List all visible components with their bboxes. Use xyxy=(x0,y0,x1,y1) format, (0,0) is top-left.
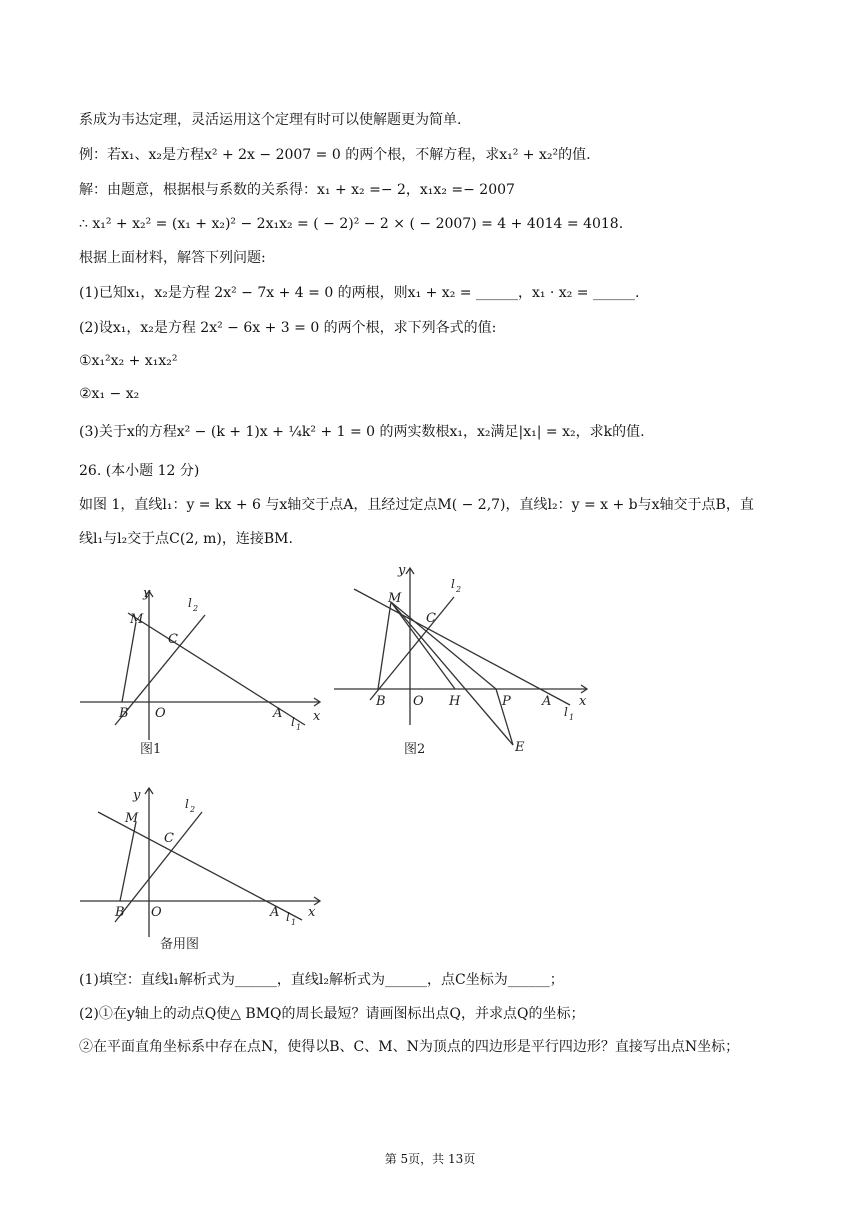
fig2-line-l1-sub: 1 xyxy=(569,713,575,722)
text-line-10: (3)关于x的方程x² − (k + 1)x + ¼k² + 1 = 0 的两实数根x₁，x₂满足|x₁| = x₂，求k的值. xyxy=(79,424,645,440)
text-line-16: ②在平面直角坐标系中存在点N，使得以B、C、M、N为顶点的四边形是平行四边形？直接写出点N坐标； xyxy=(79,1039,740,1055)
fig3-line-l2-sub: 2 xyxy=(190,805,196,814)
text-line-8: ①x₁²x₂ + x₁x₂² xyxy=(79,353,178,369)
fig1-line-l2: l xyxy=(188,596,192,610)
fig2-point-h: H xyxy=(449,694,461,709)
fig2-point-a: A xyxy=(542,694,552,709)
fig1-point-o: O xyxy=(155,706,166,721)
text-line-2: 例：若x₁、x₂是方程x² + 2x − 2007 = 0 的两个根，不解方程，求x₁² + x₂²的值. xyxy=(79,147,591,163)
text-line-9: ②x₁ − x₂ xyxy=(79,386,140,402)
text-line-6: (1)已知x₁，x₂是方程 2x² − 7x + 4 = 0 的两根，则x₁ + x₂ = ______，x₁ · x₂ = ______. xyxy=(79,285,640,301)
fig3-y-label: y xyxy=(133,788,141,803)
fig1-x-label: x xyxy=(313,709,321,724)
text-line-1: 系成为韦达定理，灵活运用这个定理有时可以使解题更为简单. xyxy=(79,112,462,128)
text-line-15: (2)①在y轴上的动点Q使△ BMQ的周长最短？请画图标出点Q，并求点Q的坐标； xyxy=(79,1006,585,1022)
fig3-line-l1: l xyxy=(286,910,290,924)
fig3-point-c: C xyxy=(164,831,174,846)
fig1-y-label: y xyxy=(143,586,151,601)
fig2-x-label: x xyxy=(579,694,587,709)
fig1-line-l1: l xyxy=(291,715,295,729)
figure-1 xyxy=(80,585,330,760)
text-line-4: ∴ x₁² + x₂² = (x₁ + x₂)² − 2x₁x₂ = ( − 2)² − 2 × ( − 2007) = 4 + 4014 = 4018. xyxy=(79,216,624,232)
fig1-point-m: M xyxy=(130,612,144,627)
fig1-point-b: B xyxy=(119,706,129,721)
fig2-line-l2-sub: 2 xyxy=(456,585,462,594)
fig2-point-c: C xyxy=(426,611,436,626)
fig2-line-l1: l xyxy=(564,705,568,719)
fig1-line-l1-sub: 1 xyxy=(296,723,302,732)
fig1-caption: 图1 xyxy=(140,742,162,757)
figure-backup xyxy=(80,782,330,957)
fig3-line-l2: l xyxy=(185,797,189,811)
fig1-point-c: C xyxy=(168,632,178,647)
figure-2 xyxy=(332,560,597,760)
page-footer: 第 5页，共 13页 xyxy=(384,1152,476,1166)
text-line-5: 根据上面材料，解答下列问题: xyxy=(79,250,266,266)
fig1-point-a: A xyxy=(273,706,283,721)
fig3-line-l1-sub: 1 xyxy=(291,918,297,927)
fig3-x-label: x xyxy=(308,905,316,920)
fig2-point-p: P xyxy=(502,694,511,709)
text-line-12: 如图 1，直线l₁：y = kx + 6 与x轴交于点A，且经过定点M( − 2,7)，直线l₂：y = x + b与x轴交于点B，直 xyxy=(79,497,754,513)
fig2-caption: 图2 xyxy=(404,742,426,757)
text-line-7: (2)设x₁，x₂是方程 2x² − 6x + 3 = 0 的两个根，求下列各式的值: xyxy=(79,320,497,336)
fig2-point-m: M xyxy=(388,591,402,606)
text-line-3: 解：由题意，根据根与系数的关系得：x₁ + x₂ =− 2，x₁x₂ =− 2007 xyxy=(79,182,515,198)
fig2-y-label: y xyxy=(398,563,406,578)
fig1-line-l2-sub: 2 xyxy=(193,604,199,613)
text-line-14: (1)填空：直线l₁解析式为______，直线l₂解析式为______，点C坐标为______； xyxy=(79,972,564,988)
fig3-point-o: O xyxy=(151,905,162,920)
fig3-point-m: M xyxy=(125,811,139,826)
fig2-line-l2: l xyxy=(451,577,455,591)
question-26-heading: 26. (本小题 12 分) xyxy=(79,463,200,479)
fig3-point-a: A xyxy=(270,905,280,920)
fig3-caption: 备用图 xyxy=(160,937,200,952)
fig2-point-o: O xyxy=(413,694,424,709)
fig2-point-e: E xyxy=(515,740,525,755)
fig3-point-b: B xyxy=(115,905,125,920)
fig2-point-b: B xyxy=(376,694,386,709)
text-line-13: 线l₁与l₂交于点C(2, m)，连接BM. xyxy=(79,531,293,547)
